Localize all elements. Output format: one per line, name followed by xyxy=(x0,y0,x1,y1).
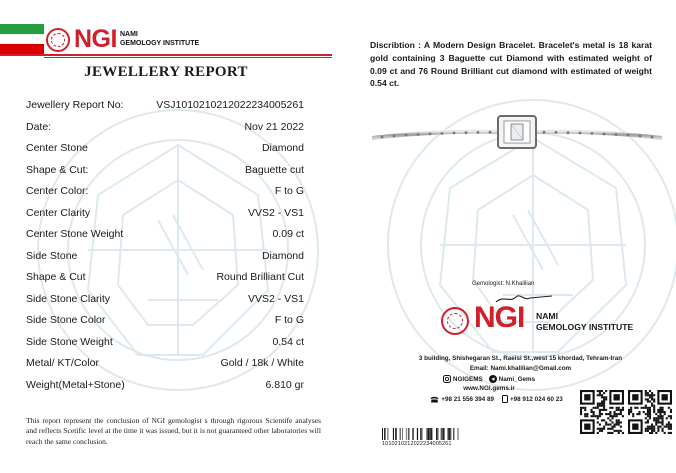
ngi-logo xyxy=(46,27,199,52)
report-row xyxy=(26,160,304,182)
qr-code-secondary xyxy=(628,390,672,434)
mobile-icon xyxy=(502,395,508,403)
iran-flag-icon xyxy=(0,24,44,54)
disclaimer-text: This report represent the conclusion of NGI gemologist s through rigorous Scientife analyses and reflects Scetific level at the time it was issued, but it is not guaranteed other laboratories will reach the same conclusion. xyxy=(26,416,321,446)
row-value: Diamond xyxy=(261,249,304,262)
row-label: Side Stone Clarity xyxy=(26,292,111,305)
row-value: Nov 21 2022 xyxy=(244,120,304,133)
phone-icon xyxy=(430,396,439,403)
row-value: Round Brilliant Cut xyxy=(216,271,304,283)
institute-line2-large: GEMOLOGY INSTITUTE xyxy=(536,322,634,332)
row-label: Weight(Metal+Stone) xyxy=(26,378,125,391)
barcode xyxy=(382,428,462,440)
telegram-link xyxy=(489,375,535,383)
row-value: Baguette cut xyxy=(245,163,304,176)
instagram-link xyxy=(443,375,483,383)
ngi-seal-large-icon xyxy=(441,307,469,335)
instagram-icon xyxy=(443,375,451,383)
telegram-handle: Nami_Gems xyxy=(498,375,536,383)
row-value: VVS2 - VS1 xyxy=(247,292,304,305)
institute-line2: GEMOLOGY INSTITUTE xyxy=(119,39,200,47)
phone-landline xyxy=(430,395,494,403)
report-row xyxy=(26,117,304,139)
report-row xyxy=(26,246,304,268)
bracelet-photo xyxy=(372,110,662,160)
gemologist-name: Gemologist: N.Khalilian xyxy=(472,281,535,287)
phone-numbers xyxy=(414,395,579,403)
barcode-number: 1010210212022234005261 xyxy=(382,441,452,447)
row-label: Shape & Cut xyxy=(26,271,86,283)
row-value: VVS2 - VS1 xyxy=(247,206,304,219)
row-label: Side Stone Weight xyxy=(26,335,113,348)
institute-name xyxy=(120,31,199,48)
instagram-handle: NGIGEMS xyxy=(452,375,483,383)
report-row xyxy=(26,353,304,375)
report-row xyxy=(26,138,304,160)
row-label: Center Clarity xyxy=(26,206,91,219)
row-label: Date: xyxy=(26,120,52,133)
phone1-text: +98 21 556 394 89 xyxy=(441,395,494,403)
row-label: Center Stone xyxy=(26,142,88,154)
institute-line1-large: NAMI xyxy=(536,311,558,321)
report-title: JEWELLERY REPORT xyxy=(84,64,248,80)
row-label: Shape & Cut: xyxy=(26,163,89,176)
report-row xyxy=(26,332,304,354)
row-value: 6.810 gr xyxy=(265,378,304,391)
report-row xyxy=(26,203,304,225)
institute-line1: NAMI xyxy=(119,31,138,38)
telegram-icon xyxy=(489,375,497,383)
report-row xyxy=(26,95,304,117)
address: 3 building, Shishegaran St., Raeisi St.,west 15 khordad, Tehram-Iran xyxy=(418,355,623,362)
row-value: VSJ1010210212022234005261 xyxy=(156,99,304,111)
report-row xyxy=(26,289,304,311)
logo-text-large: NGI xyxy=(474,301,525,334)
email: Email: Nami.khalilian@Gmail.com xyxy=(469,365,572,372)
row-label: Center Stone Weight xyxy=(26,228,124,240)
row-label: Side Stone xyxy=(26,249,78,262)
row-label: Metal/ KT/Color xyxy=(26,357,99,369)
website: www.NGI.gems.ir xyxy=(463,385,515,392)
ngi-seal-icon xyxy=(46,28,70,52)
qr-code xyxy=(580,390,624,434)
row-value: Diamond xyxy=(261,142,304,154)
report-details xyxy=(26,95,304,396)
phone2-text: +98 912 024 60 23 xyxy=(510,395,563,403)
report-row xyxy=(26,375,304,397)
phone-mobile xyxy=(502,395,563,403)
row-value: Gold / 18k / White xyxy=(220,357,304,369)
social-links xyxy=(414,375,564,383)
report-row xyxy=(26,224,304,246)
report-row xyxy=(26,310,304,332)
header-divider xyxy=(0,54,332,56)
row-label: Jewellery Report No: xyxy=(26,99,124,111)
row-value: 0.54 ct xyxy=(272,335,304,348)
logo-text: NGI xyxy=(74,25,117,53)
row-value: F to G xyxy=(274,314,304,326)
report-row xyxy=(26,181,304,203)
row-label: Center Color: xyxy=(26,185,89,197)
row-value: 0.09 ct xyxy=(272,228,304,240)
description-text: Discribtion : A Modern Design Bracelet. Bracelet's metal is 18 karat gold containing 3 Baguette cut Diamond with estimated weight of 0.09 ct and 76 Round Brilliant cut diamond with estimated of weight 0.54 ct. xyxy=(370,40,652,89)
institute-name-large xyxy=(536,311,633,333)
row-label: Side Stone Color xyxy=(26,314,106,326)
row-value: F to G xyxy=(274,185,304,197)
report-row xyxy=(26,267,304,289)
header-divider-thin xyxy=(44,57,332,58)
